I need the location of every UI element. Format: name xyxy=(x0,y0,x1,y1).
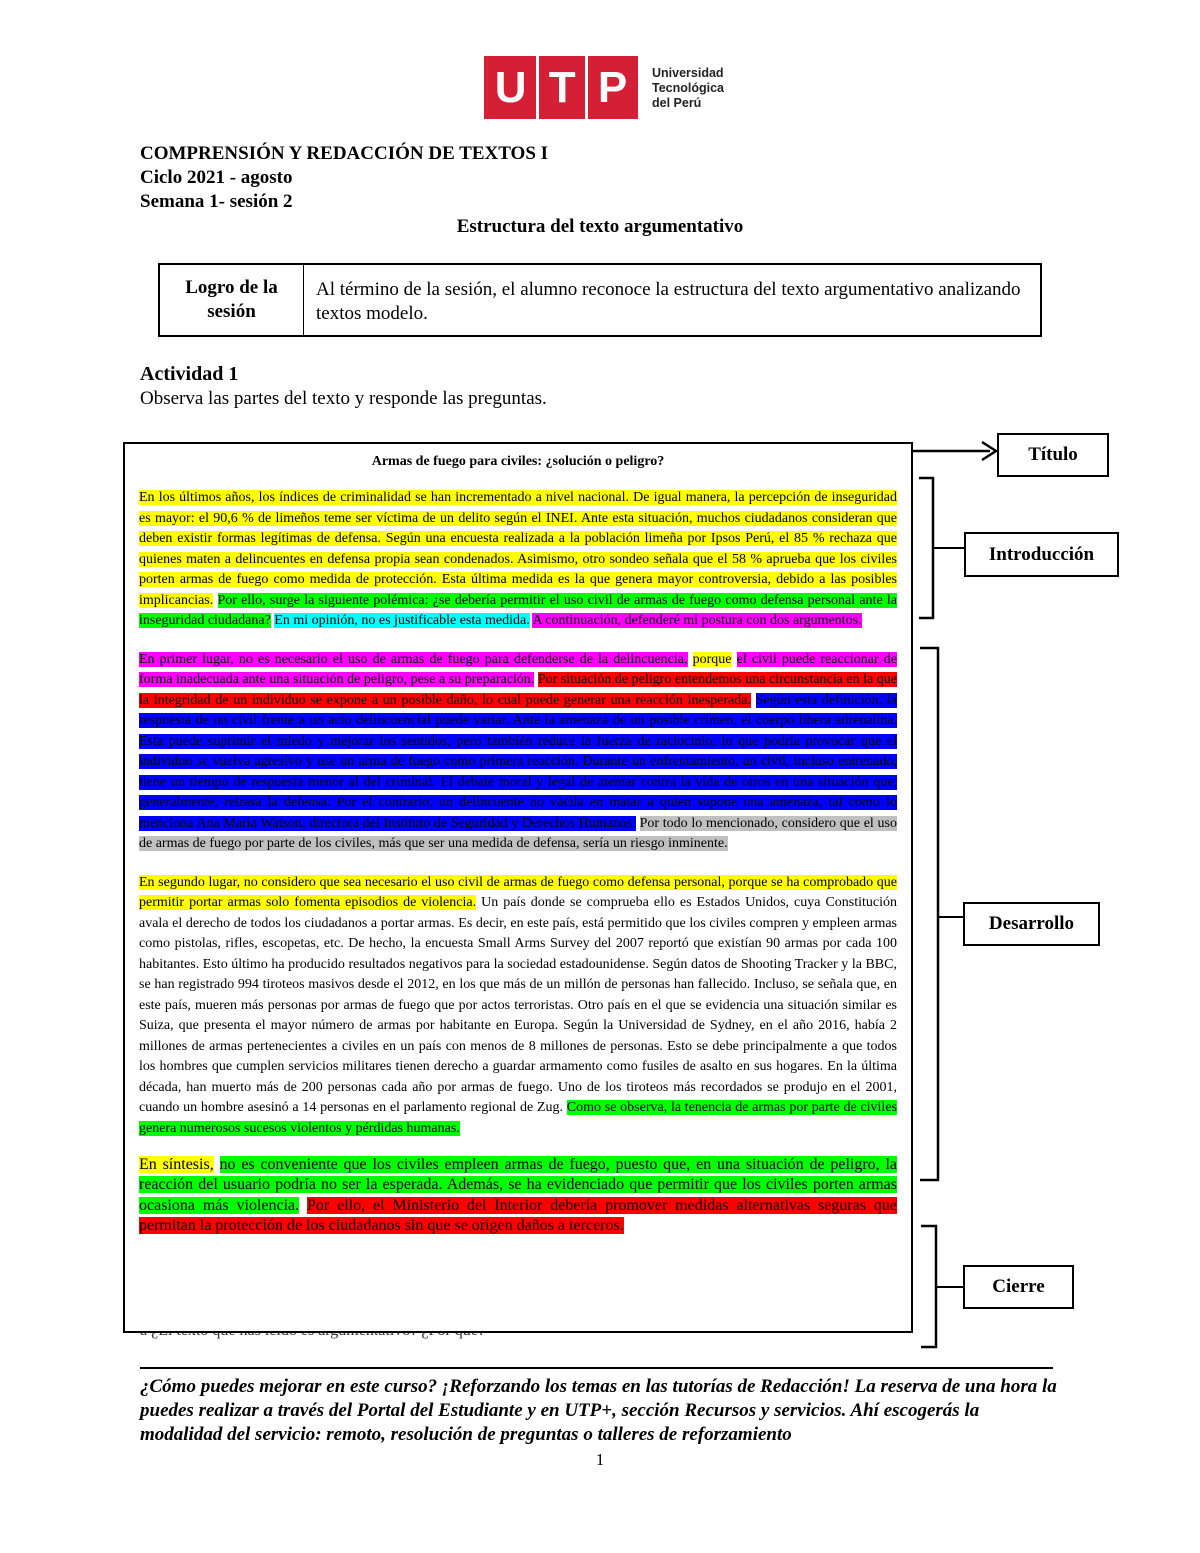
closing-bracket xyxy=(921,1226,936,1347)
page-number: 1 xyxy=(595,1450,605,1469)
activity-title: Actividad 1 xyxy=(140,363,239,385)
label-titulo: Título xyxy=(997,433,1109,477)
week-session: Semana 1- sesión 2 xyxy=(140,191,293,212)
label-desarrollo: Desarrollo xyxy=(963,902,1100,946)
dev1-conclusion: Por todo lo mencionado, considero que el uso de armas de fuego por parte de los civiles, más que ser una medida de defensa, sería un riesgo inminente. xyxy=(139,815,897,851)
logo-line-3: del Perú xyxy=(652,96,702,110)
dev2-conclusion: Como se observa, la tenencia de armas por parte de civiles genera numerosos sucesos violentos y pérdidas humanas. xyxy=(139,1100,897,1136)
closing-summary: no es conveniente que los civiles empleen armas de fuego, puesto que, en una situación de peligro, la reacción del usuario podría no ser la esperada. Además, se ha evidenciado que permitir que los civiles porten armas ocasiona más violencia. xyxy=(139,1156,898,1214)
activity-instruction: Observa las partes del texto y responde las preguntas. xyxy=(140,388,547,409)
dev1-connector: porque xyxy=(692,651,732,667)
intro-announcement: A continuación, defenderé mi postura con dos argumentos. xyxy=(532,613,862,628)
intro-bracket xyxy=(919,478,933,618)
logo-line-2: Tecnológica xyxy=(652,81,725,95)
logro-text: Al término de la sesión, el alumno reconoce la estructura del texto argumentativo analizando textos modelo. xyxy=(316,279,1021,324)
course-name: COMPRENSIÓN Y REDACCIÓN DE TEXTOS I xyxy=(140,143,549,164)
dev1-reason: el civil puede reaccionar de forma inadecuada ante una situación de peligro, pese a su preparación. xyxy=(139,651,898,687)
closing-proposal: Por ello, el Ministerio del Interior debería promover medidas alternativas seguras que permitan la protección de los ciudadanos sin que se origen daños a terceros. xyxy=(139,1196,897,1234)
logo-letter-t: T xyxy=(548,62,576,112)
page-title: Estructura del texto argumentativo xyxy=(456,216,744,237)
logo-line-1: Universidad xyxy=(652,66,724,80)
logro-label: Logro de la sesión xyxy=(160,265,304,335)
dev1-evidence: Según esta definición, la respuesta de un civil frente a un acto delincuencial puede variar. Ante la amenaza de un posible crimen, el cuerpo libera adrenalina. Esta puede suprimir el miedo y mejorar los sentidos, pero también reduce la fuerza de raciocinio, lo que podría provocar que el individuo se vuelva agresivo y use un arma de fuego como primera reacción. Durante un enfrentamiento, un civil, incluso entrenado, tiene un tiempo de respuesta menor al del criminal. El debate moral y legal de atentar contra la vida de otros en una situación que, generalmente, retrasa la defensa. Por el contrario, un delincuente no vacila en matar a quien supone una amenaza, tal como lo menciona Ana María Watson, directora del Instituto de Seguridad y Derechos Humanos. xyxy=(139,692,898,831)
dev1-definition: Por situación de peligro entendemos una circunstancia en la que la integridad de un individuo se expone a un posible daño, lo cual puede generar una reacción inesperada. xyxy=(139,672,898,708)
development-bracket xyxy=(920,648,938,1180)
closing-connector: En síntesis, xyxy=(139,1156,214,1173)
label-cierre: Cierre xyxy=(963,1265,1074,1309)
dev2-argument: En segundo lugar, no considero que sea necesario el uso civil de armas de fuego como defensa personal, porque se ha comprobado que permitir portar armas solo fomenta episodios de violencia. xyxy=(139,874,897,910)
logo-letter-p: P xyxy=(597,62,628,112)
article-title: Armas de fuego para civiles: ¿solución o peligro? xyxy=(371,454,665,469)
logo-letter-u: U xyxy=(494,62,527,112)
intro-context: En los últimos años, los índices de criminalidad se han incrementado a nivel nacional. De igual manera, la percepción de inseguridad es mayor: el 90,6 % de limeños teme ser víctima de un delito según el INEI. Ante esta situación, muchos ciudadanos consideran que deben existir formas legítimas de defensa. Según una encuesta realizada a la población limeña por Ipsos Perú, el 85 % rechaza que quienes maten a delincuentes en defensa propia sean condenados. Asimismo, otro sondeo señala que el 58 % aprueba que los civiles porten armas de fuego como medida de protección. Esta última medida es la que genera mayor controversia, debido a las posibles implicancias. xyxy=(139,490,897,608)
dev1-argument: En primer lugar, no es necesario el uso de armas de fuego para defenderse de la delincuencia, xyxy=(139,651,688,667)
intro-controversy: Por ello, surge la siguiente polémica: ¿se debería permitir el uso civil de armas de fuego como defensa personal ante la inseguridad ciudadana? xyxy=(139,592,897,628)
footer-note: ¿Cómo puedes mejorar en este curso? ¡Reforzando los temas en las tutorías de Redacción! La reserva de una hora la puedes realizar a través del Portal del Estudiante y en UTP+, sección Recursos y servicios. Ahí escogerás la modalidad del servicio: remoto, resolución de preguntas o talleres de reforzamiento xyxy=(140,1376,1057,1445)
intro-thesis: En mi opinión, no es justificable esta medida. xyxy=(274,613,530,628)
cycle: Ciclo 2021 - agosto xyxy=(140,167,293,188)
dev2-evidence: Un país donde se comprueba ello es Estados Unidos, cuya Constitución avala el derecho de todos los ciudadanos a portar armas. Es decir, en este país, está permitido que los civiles compren y empleen armas como pistolas, rifles, escopetas, etc. De hecho, la encuesta Small Arms Survey del 2007 reportó que existían 90 armas por cada 100 habitantes. Esto último ha producido resultados negativos para la sociedad estadounidense. Según datos de Shooting Tracker y la BBC, se han registrado 994 tiroteos masivos desde el 2012, en los que más de un millón de personas han fallecido. Incluso, se señala que, en este país, mueren más personas por armas de fuego que por actos terroristas. Otro país en el que se evidencia una situación similar es Suiza, que presenta el mayor número de armas por habitante en Europa. Según la Universidad de Sydney, en el año 2016, había 2 millones de armas pertenecientes a civiles en un país con menos de 8 millones de personas. Esto se debe principalmente a que todos los hombres que cumplen servicios militares tienen derecho a guardar armamento como fusiles de asalto en sus hogares. En la última década, han muerto más de 200 personas cada año por armas de fuego. Uno de los tiroteos más recordados se produjo en el 2001, cuando un hombre asesinó a 14 personas en el parlamento regional de Zug. xyxy=(139,895,898,1115)
label-introduccion: Introducción xyxy=(964,532,1119,577)
